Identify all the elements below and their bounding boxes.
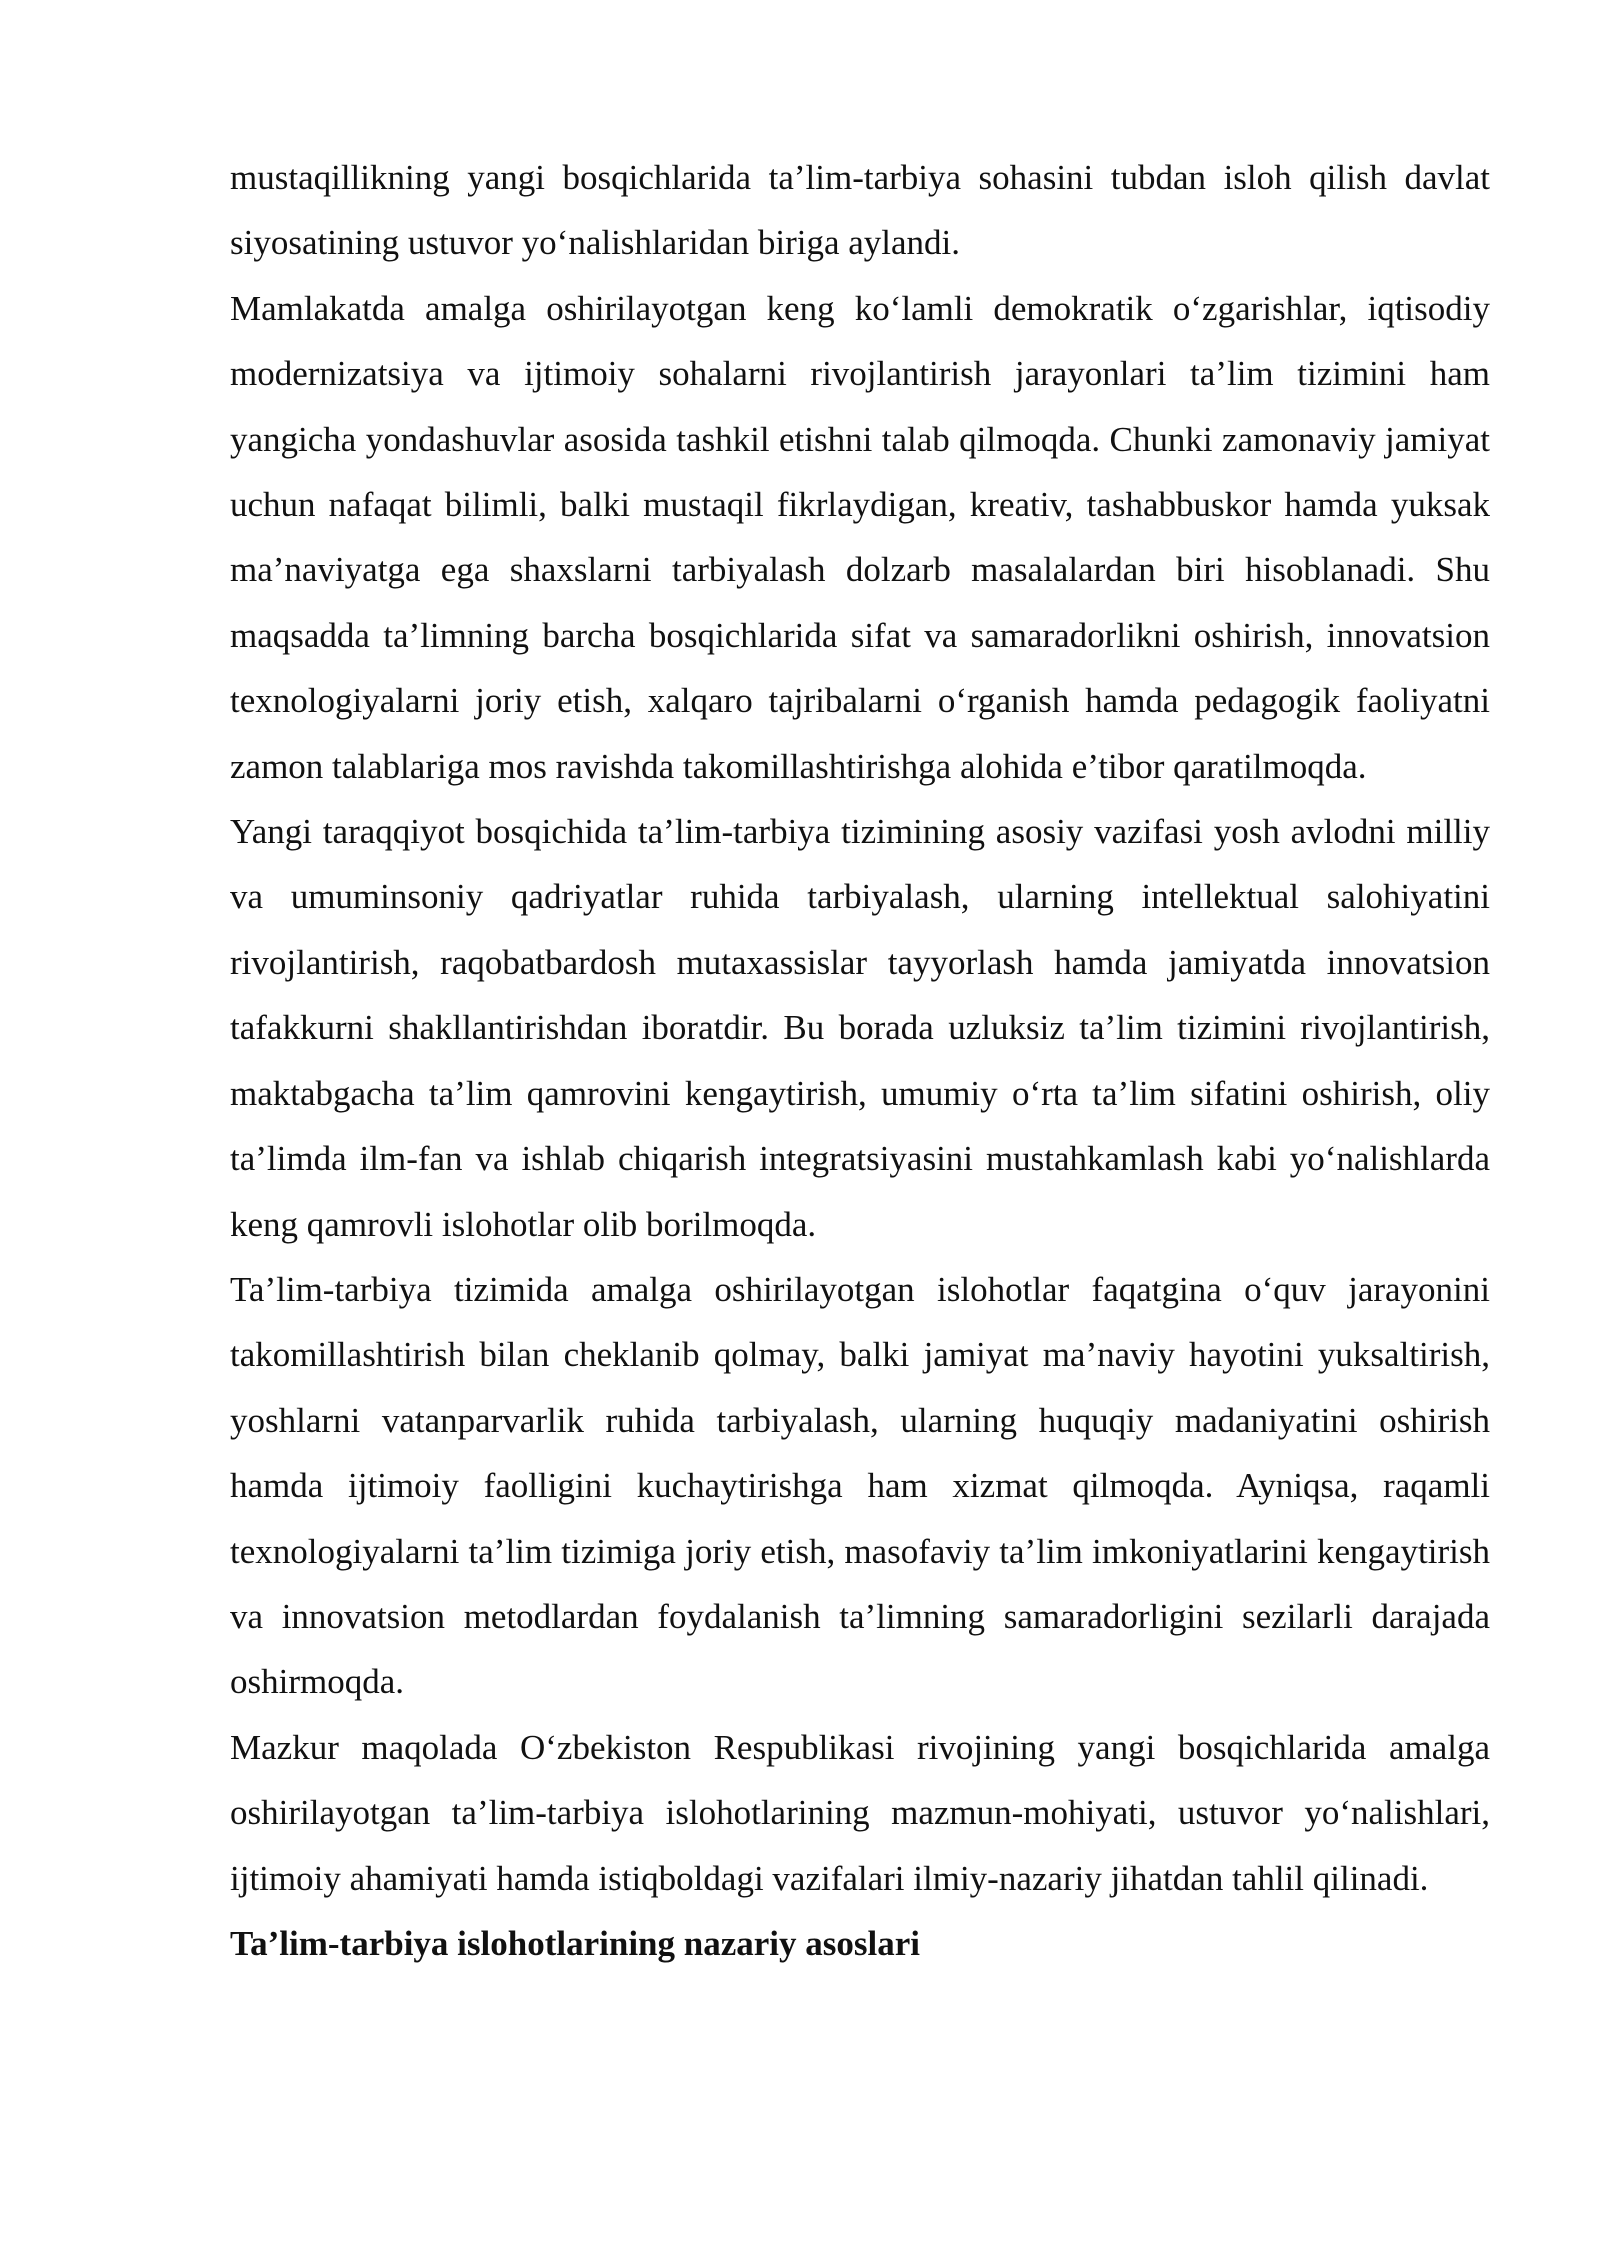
- paragraph-main-tasks: Yangi taraqqiyot bosqichida ta’lim-tarbiya tizimining asosiy vazifasi yosh avlodni milliy va umuminsoniy qadriyatlar ruhida tarbiyalash, ularning intellektual salohiyatini rivojlantirish, raqobatbardosh mutaxassislar tayyorlash hamda jamiyatda innovatsion tafakkurni shakllantirishdan iboratdir. Bu borada uzluksiz ta’lim tizimini rivojlantirish, maktabgacha ta’lim qamrovini kengaytirish, umumiy o‘rta ta’lim sifatini oshirish, oliy ta’limda ilm-fan va ishlab chiqarish integratsiyasini mustahkamlash kabi yo‘nalishlarda keng qamrovli islohotlar olib borilmoqda.: [230, 812, 1490, 1244]
- paragraph-continuation: mustaqillikning yangi bosqichlarida ta’lim-tarbiya sohasini tubdan isloh qilish davlat siyosatining ustuvor yo‘nalishlaridan biriga aylandi.: [230, 158, 1490, 263]
- paragraph-reform-impact: Ta’lim-tarbiya tizimida amalga oshirilayotgan islohotlar faqatgina o‘quv jarayonini takomillashtirish bilan cheklanib qolmay, balki jamiyat ma’naviy hayotini yuksaltirish, yoshlarni vatanparvarlik ruhida tarbiyalash, ularning huquqiy madaniyatini oshirish hamda ijtimoiy faolligini kuchaytirishga ham xizmat qilmoqda. Ayniqsa, raqamli texnologiyalarni ta’lim tizimiga joriy etish, masofaviy ta’lim imkoniyatlarini kengaytirish va innovatsion metodlardan foydalanish ta’limning samaradorligini sezilarli darajada oshirmoqda.: [230, 1269, 1490, 1702]
- paragraph-reforms-context: Mamlakatda amalga oshirilayotgan keng ko‘lamli demokratik o‘zgarishlar, iqtisodiy modernizatsiya va ijtimoiy sohalarni rivojlantirish jarayonlari ta’lim tizimini ham yangicha yondashuvlar asosida tashkil etishni talab qilmoqda. Chunki zamonaviy jamiyat uchun nafaqat bilimli, balki mustaqil fikrlaydigan, kreativ, tashabbuskor hamda yuksak ma’naviyatga ega shaxslarni tarbiyalash dolzarb masalalardan biri hisoblanadi. Shu maqsadda ta’limning barcha bosqichlarida sifat va samaradorlikni oshirish, innovatsion texnologiyalarni joriy etish, xalqaro tajribalarni o‘rganish hamda pedagogik faoliyatni zamon talablariga mos ravishda takomillashtirishga alohida e’tibor qaratilmoqda.: [230, 288, 1490, 786]
- paragraph-article-purpose: Mazkur maqolada O‘zbekiston Respublikasi rivojining yangi bosqichlarida amalga oshirilayotgan ta’lim-tarbiya islohotlarining mazmun-mohiyati, ustuvor yo‘nalishlari, ijtimoiy ahamiyati hamda istiqboldagi vazifalari ilmiy-nazariy jihatdan tahlil qilinadi.: [230, 1727, 1490, 1898]
- section-heading: Ta’lim-tarbiya islohotlarining nazariy asoslari: [230, 1923, 920, 1963]
- document-page: [230, 145, 1490, 1976]
